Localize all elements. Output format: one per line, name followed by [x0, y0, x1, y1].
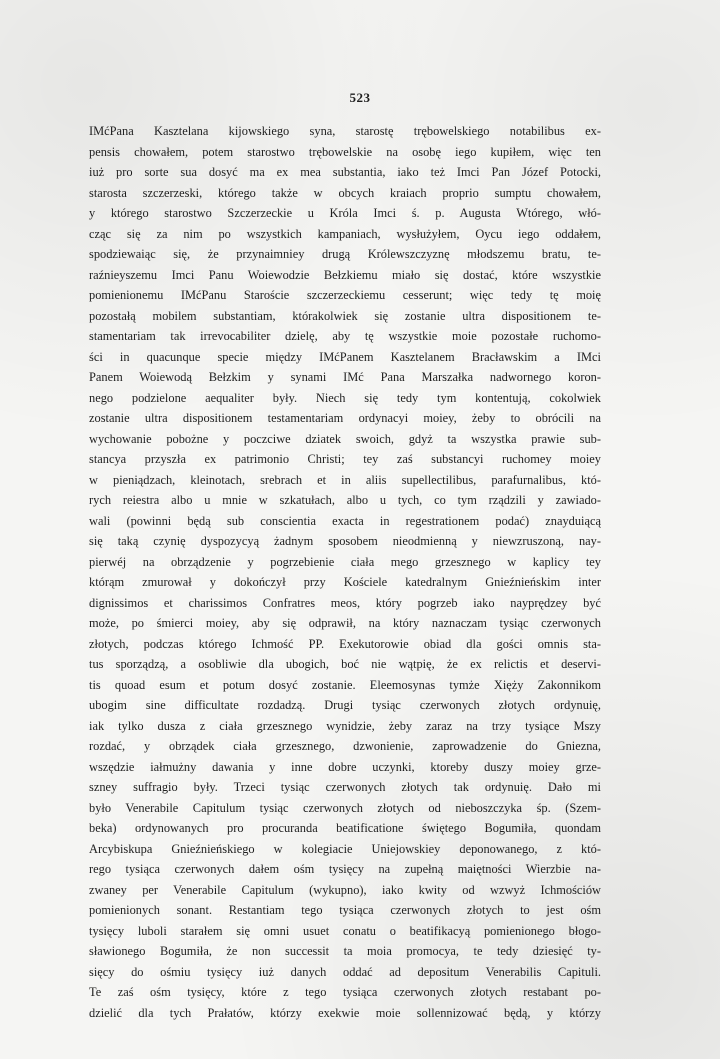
text-line: pozostałą mobilem substantiam, którakolwiek się zostanie ultra dispositionem te-	[89, 308, 601, 323]
text-line: w pieniądzach, kleinotach, srebrach et in aliis supellectilibus, parafurnalibus, któ-	[89, 472, 601, 487]
text-line: iuż pro sorte sua dosyć ma ex mea substantia, iako też Imci Pan Józef Potocki,	[89, 165, 601, 179]
text-line: dignissimos et charissimos Confratres meos, który pogrzeb iako nayprędzey być	[89, 595, 601, 610]
text-line: dzielić dla tych Prałatów, którzy exekwie moie sollennizować będą, y którzy	[89, 1005, 601, 1020]
text-line: Panem Woiewodą Bełzkim y synami IMć Pana Marszałka nadwornego koron-	[89, 370, 601, 384]
text-line: może, po śmierci moiey, aby się odprawił, na który naznaczam tysiąc czerwonych	[89, 616, 601, 630]
text-line: pierwéj na obrządzenie y pogrzebienie ciała mego grzesznego w kaplicy tey	[89, 554, 601, 569]
text-line: tysięcy luboli starałem się omni usuet conatu o beatifikacyą pomienionego błogo-	[89, 923, 601, 938]
text-line: sławionego Bogumiła, że non successit ta moia promocya, te tedy dziesięć ty-	[89, 944, 601, 958]
text-line: wychowanie pobożne y poczciwe dziatek swoich, gdyż ta wszystka prawie sub-	[89, 431, 601, 446]
text-line: którąm zmurował y dokończył przy Kościele katedralnym Gnieźnieńskim inter	[89, 575, 601, 589]
text-line: wszędzie iałmużny dawania y inne dobre uczynki, ktoreby duszy moiey grze-	[89, 759, 601, 774]
text-line: rego tysiąca czerwonych dałem ośm tysięcy na zupełną maiętności Wierzbie na-	[89, 862, 601, 876]
text-line: wali (powinni będą sub conscientia exacta in regestrationem podać) znayduiącą	[89, 513, 601, 528]
text-line: starosta szczerzeski, którego także w obcych kraiach proprio sumptu chowałem,	[89, 185, 601, 200]
text-line: pomienionych sonant. Restantiam tego tysiąca czerwonych złotych to jest ośm	[89, 903, 601, 917]
text-line: stancya przyszła ex patrimonio Christi; tey zaś substancyi ruchomey moiey	[89, 452, 601, 466]
text-line: zwaney per Venerabile Capitulum (wykupno), iako kwity od wzwyż Ichmościów	[89, 882, 601, 897]
text-line: iak tylko dusza z ciała grzesznego wynidzie, żeby zaraz na trzy tysiące Mszy	[89, 718, 601, 733]
text-line: cząc się za nim po wszystkich kampaniach, wysłużyłem, Oycu iego oddałem,	[89, 226, 601, 241]
text-line: stamentariam tak irrevocabiliter dzielę, aby tę wszystkie moie pozostałe ruchomo-	[89, 329, 601, 343]
text-line: nego podzielone aequaliter były. Niech się tedy tym kontentują, cokolwiek	[89, 390, 601, 405]
text-line: y którego starostwo Szczerzeckie u Króla Imci ś. p. Augusta Wtórego, włó-	[89, 206, 601, 220]
text-line: tis quoad esum et potum dosyć zostanie. Eleemosynas tymże Xięży Zakonnikom	[89, 677, 601, 692]
text-line: się taką czynię dyspozycyą żadnym sposobem nieodmienną y niewzruszoną, nay-	[89, 534, 601, 548]
text-line: rozdać, y obrządek ciała grzesznego, dzwonienie, zaprowadzenie do Gniezna,	[89, 739, 601, 753]
text-line: Arcybiskupa Gnieźnieńskiego w kolegiacie Uniejowskiey deponowanego, z któ-	[89, 841, 601, 856]
text-line: ubogim sine difficultate rozdadzą. Drugi tysiąc czerwonych złotych ordynuię,	[89, 698, 601, 712]
text-line: było Venerabile Capitulum tysiąc czerwonych złotych od nieboszczyka śp. (Szem-	[89, 800, 601, 815]
text-line: pomienionemu IMćPanu Staroście szczerzeckiemu cesserunt; więc tedy tę moię	[89, 288, 601, 302]
text-line: szney suffragio były. Trzeci tysiąc czerwonych złotych tak ordynuię. Dało mi	[89, 780, 601, 794]
text-line: ści in quacunque specie między IMćPanem Kasztelanem Bracławskim a IMci	[89, 349, 601, 364]
text-line: raźnieyszemu Imci Panu Woiewodzie Bełzkiemu miało się dostać, które wszystkie	[89, 267, 601, 282]
text-line: sięcy do ośmiu tysięcy iuż danych oddać ad depositum Venerabilis Capituli.	[89, 964, 601, 979]
text-line: spodziewaiąc się, że przynaimniey drugą Królewszczyznę młodszemu bratu, te-	[89, 247, 601, 261]
body-text	[89, 121, 601, 1023]
text-line: pensis chowałem, potem starostwo trębowelskie na osobę iego kupiłem, więc ten	[89, 144, 601, 159]
text-line: Te zaś ośm tysięcy, które z tego tysiąca czerwonych złotych restabant po-	[89, 985, 601, 999]
text-line: rych reiestra albo u mnie w szkatułach, albo u tych, co tym rządzili y zawiado-	[89, 493, 601, 507]
text-line: zostanie ultra dispositionem testamentariam ordynacyi moiey, żeby to obrócili na	[89, 411, 601, 425]
text-line: tus sporządzą, a osobliwie dla ubogich, boć nie wątpię, że ex relictis et deservi-	[89, 657, 601, 671]
text-line: IMćPana Kasztelana kijowskiego syna, starostę trębowelskiego notabilibus ex-	[89, 124, 601, 138]
text-line: złotych, podczas którego Ichmość PP. Exekutorowie obiad dla gości omnis sta-	[89, 636, 601, 651]
page-number: 523	[349, 90, 371, 105]
text-line: beka) ordynowanych pro procuranda beatificatione świętego Bogumiła, quondam	[89, 821, 601, 835]
